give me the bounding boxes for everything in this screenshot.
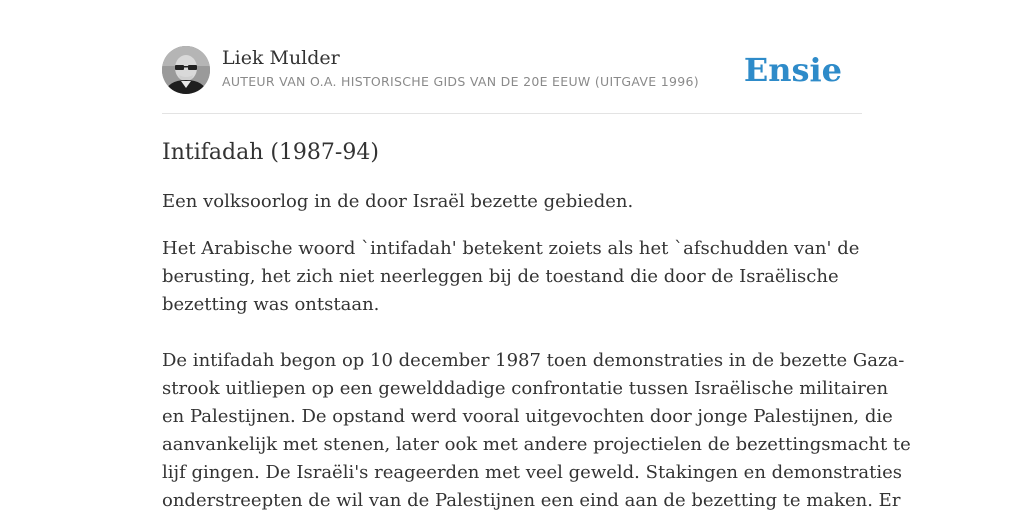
article-title: Intifadah (1987-94) bbox=[162, 140, 379, 165]
paragraph-line: Het Arabische woord `intifadah' betekent zoiets als het `afschudden van' de bbox=[162, 238, 860, 259]
paragraph-line: onderstreepten de wil van de Palestijnen een eind aan de bezetting te maken. Er bbox=[162, 490, 901, 511]
author-header bbox=[162, 46, 862, 96]
author-avatar[interactable] bbox=[162, 46, 210, 94]
paragraph-line: berusting, het zich niet neerleggen bij de toestand die door de Israëlische bbox=[162, 266, 839, 287]
ensie-logo[interactable]: Ensie bbox=[743, 51, 842, 89]
paragraph-line: en Palestijnen. De opstand werd vooral uitgevochten door jonge Palestijnen, die bbox=[162, 406, 893, 427]
author-photo-icon bbox=[162, 46, 210, 94]
paragraph-line: lijf gingen. De Israëli's reageerden met veel geweld. Stakingen en demonstraties bbox=[162, 462, 902, 483]
article-paragraph-1 bbox=[162, 235, 866, 319]
author-bio: AUTEUR VAN O.A. HISTORISCHE GIDS VAN DE 20E EEUW (UITGAVE 1996) bbox=[222, 74, 699, 89]
paragraph-line: aanvankelijk met stenen, later ook met andere projectielen de bezettingsmacht te bbox=[162, 434, 911, 455]
paragraph-line: strook uitliepen op een gewelddadige confrontatie tussen Israëlische militairen bbox=[162, 378, 889, 399]
paragraph-line: De intifadah begon op 10 december 1987 toen demonstraties in de bezette Gaza- bbox=[162, 350, 905, 371]
article-lead: Een volksoorlog in de door Israël bezette gebieden. bbox=[162, 191, 634, 212]
article-paragraph-2 bbox=[162, 347, 911, 512]
article bbox=[162, 138, 911, 512]
header-divider bbox=[162, 113, 862, 114]
author-name[interactable]: Liek Mulder bbox=[222, 47, 340, 69]
paragraph-line: bezetting was ontstaan. bbox=[162, 294, 380, 315]
